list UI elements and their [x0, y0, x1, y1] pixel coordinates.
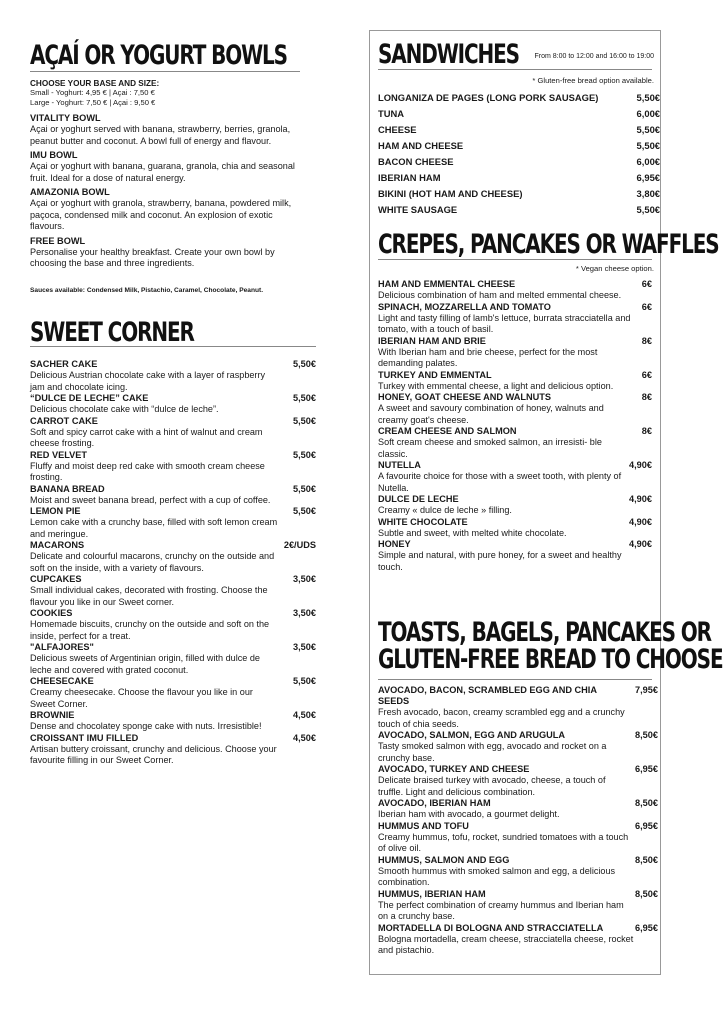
list-item	[378, 106, 660, 122]
item-price: 5,50€	[636, 140, 660, 151]
list-item	[378, 122, 660, 138]
item-price: 6,95€	[636, 172, 660, 183]
item-price: 6,00€	[636, 156, 660, 167]
bowl-item	[30, 187, 300, 233]
bowl-item	[30, 113, 300, 147]
item-price: 5,50€	[636, 204, 660, 215]
list-item	[378, 923, 658, 957]
item-price: 4,90€	[629, 516, 652, 527]
item-desc: Dense and chocolatey sponge cake with nuts. Irresistible!	[30, 721, 262, 731]
sandwich-hours: From 8:00 to 12:00 and 16:00 to 19:00	[534, 53, 654, 60]
item-price: 8€	[641, 335, 652, 346]
size-option: Large - Yoghurt: 7,50 € | Açai : 9,50 €	[30, 97, 156, 107]
list-item	[378, 202, 660, 218]
item-desc: The perfect combination of creamy hummus and Iberian ham on a crunchy base.	[378, 899, 624, 921]
item-desc: A favourite choice for those with a sweet tooth, with plenty of Nutella.	[378, 471, 622, 493]
item-desc: Moist and sweet banana bread, perfect with a cup of coffee.	[30, 494, 271, 505]
list-item	[378, 517, 652, 540]
item-title: CROISSANT IMU FILLED	[30, 732, 139, 743]
item-price: 8,50€	[635, 798, 658, 808]
item-desc: Artisan buttery croissant, crunchy and delicious. Choose your favourite filling in our Sweet Corner.	[30, 743, 277, 765]
item-price: 5,50€	[293, 415, 316, 426]
list-item	[378, 798, 658, 821]
list-item	[378, 170, 660, 186]
list-item	[378, 392, 652, 426]
item-price: 5,50€	[293, 359, 316, 369]
gluten-free-note: * Gluten-free bread option available.	[532, 76, 654, 85]
item-title: HUMMUS AND TOFU	[378, 820, 469, 831]
list-item	[30, 450, 316, 484]
list-item	[378, 138, 660, 154]
sandwich-list	[378, 90, 660, 218]
item-title: CHEESE	[378, 124, 417, 135]
bowl-title: VITALITY BOWL	[30, 113, 101, 123]
list-item	[378, 494, 652, 517]
vegan-cheese-note: * Vegan cheese option.	[575, 264, 654, 273]
item-price: 5,50€	[293, 449, 316, 460]
list-item	[378, 821, 658, 855]
item-title: DULCE DE LECHE	[378, 494, 459, 504]
toasts-heading-line: TOASTS, BAGELS, PANCAKES OR	[378, 617, 711, 648]
item-desc: Creamy « dulce de leche » filling.	[378, 505, 512, 515]
list-item	[30, 608, 316, 642]
item-title: HAM AND CHEESE	[378, 140, 464, 151]
item-price: 6,95€	[635, 820, 658, 831]
list-item	[378, 186, 660, 202]
item-title: AVOCADO, TURKEY AND CHEESE	[378, 764, 530, 774]
list-item	[30, 574, 316, 608]
list-item	[30, 484, 316, 507]
item-title: WHITE CHOCOLATE	[378, 516, 468, 527]
item-price: 8€	[641, 392, 652, 402]
list-item	[378, 730, 658, 764]
item-price: 6,95€	[635, 922, 658, 933]
item-title: “DULCE DE LECHE” CAKE	[30, 393, 149, 403]
item-desc: Homemade biscuits, crunchy on the outside and soft on the inside, perfect for a treat.	[30, 619, 270, 641]
item-price: 6€	[641, 279, 652, 289]
item-desc: Lemon cake with a crunchy base, filled with soft lemon cream and meringue.	[30, 517, 278, 539]
list-item	[378, 370, 652, 393]
item-desc: Bologna mortadella, cream cheese, stracciatella cheese, rocket and pistachio.	[378, 933, 634, 955]
toasts-heading	[378, 619, 722, 673]
item-price: 4,50€	[293, 732, 316, 743]
bowl-item	[30, 236, 300, 270]
item-desc: Delicate braised turkey with avocado, cheese, a touch of truffle. Light and delicious combination.	[378, 775, 606, 797]
sandwiches-heading: SANDWICHES	[378, 39, 519, 70]
item-title: HUMMUS, IBERIAN HAM	[378, 888, 486, 899]
item-title: TURKEY AND EMMENTAL	[378, 369, 492, 380]
item-price: 3,50€	[293, 642, 316, 652]
item-title: CHEESECAKE	[30, 676, 94, 686]
crepes-rule	[378, 259, 652, 260]
bowl-desc: Açai or yoghurt with granola, strawberry, banana, powdered milk, paçoca, condensed milk and coconut. An explosion of exotic flavours.	[30, 198, 292, 231]
item-price: 6,00€	[636, 108, 660, 119]
item-title: BANANA BREAD	[30, 483, 105, 494]
acai-section	[30, 79, 300, 294]
item-price: 3,50€	[293, 608, 316, 618]
item-desc: Delicious chocolate cake with “dulce de leche”.	[30, 404, 219, 414]
item-desc: A sweet and savoury combination of honey, walnuts and creamy goat's cheese.	[378, 403, 604, 425]
sweet-rule	[30, 346, 316, 347]
crepes-list	[378, 279, 652, 573]
item-price: 5,50€	[636, 124, 660, 135]
sauces-note: Sauces available: Condensed Milk, Pistachio, Caramel, Chocolate, Peanut.	[30, 286, 264, 294]
item-price: 2€/UDS	[283, 540, 316, 550]
item-title: HONEY, GOAT CHEESE AND WALNUTS	[378, 392, 552, 402]
bowl-desc: Açai or yoghurt with banana, guarana, granola, chia and seasonal fruit. Ideal for a dose of natural energy.	[30, 161, 295, 183]
item-desc: Smooth hummus with smoked salmon and egg, a delicious combination.	[378, 865, 616, 887]
item-desc: Creamy cheesecake. Choose the flavour you like in our Sweet Corner.	[30, 687, 253, 709]
item-price: 8,50€	[635, 888, 658, 899]
list-item	[378, 539, 652, 573]
item-title: CARROT CAKE	[30, 415, 98, 426]
item-price: 5,50€	[293, 676, 316, 686]
item-title: HONEY	[378, 539, 411, 549]
item-desc: Fresh avocado, bacon, creamy scrambled egg and a crunchy touch of chia seeds.	[378, 707, 625, 729]
item-desc: Tasty smoked salmon with egg, avocado and rocket on a crunchy base.	[378, 741, 607, 763]
item-title: AVOCADO, BACON, SCRAMBLED EGG AND CHIA SEEDS	[378, 685, 597, 706]
bowl-title: IMU BOWL	[30, 150, 78, 160]
list-item	[378, 336, 652, 370]
item-desc: Soft cream cheese and smoked salmon, an irresisti- ble classic.	[378, 437, 602, 459]
item-desc: Delicious combination of ham and melted emmental cheese.	[378, 290, 622, 300]
item-title: CUPCAKES	[30, 574, 82, 584]
item-price: 8,50€	[635, 730, 658, 740]
toasts-list	[378, 685, 658, 957]
list-item	[378, 460, 652, 494]
list-item	[378, 426, 652, 460]
item-price: 5,50€	[293, 506, 316, 516]
item-desc: Fluffy and moist deep red cake with smooth cream cheese frosting.	[30, 460, 265, 482]
item-title: LONGANIZA DE PAGES (LONG PORK SAUSAGE)	[378, 92, 599, 103]
list-item	[30, 540, 316, 574]
list-item	[30, 710, 316, 733]
size-option: Small - Yoghurt: 4,95 € | Açai : 7,50 €	[30, 88, 155, 97]
item-desc: Delicious Austrian chocolate cake with a layer of raspberry jam and chocolate icing.	[30, 370, 266, 392]
item-desc: Delicate and colourful macarons, crunchy on the outside and soft on the inside, with a variety of flavours.	[30, 551, 275, 573]
item-title: CREAM CHEESE AND SALMON	[378, 426, 517, 436]
bowl-title: FREE BOWL	[30, 235, 86, 246]
crepes-heading: CREPES, PANCAKES OR WAFFLES	[378, 229, 719, 260]
item-price: 3,80€	[636, 188, 660, 199]
item-title: TUNA	[378, 108, 405, 119]
item-desc: Light and tasty filling of lamb's lettuce, burrata stracciatella and tomato, with a touch of basil.	[378, 312, 631, 334]
toasts-heading-line: GLUTEN-FREE BREAD TO CHOOSE	[378, 644, 723, 675]
acai-rule	[30, 71, 300, 72]
item-title: WHITE SAUSAGE	[378, 204, 458, 215]
item-desc: Soft and spicy carrot cake with a hint of walnut and cream cheese frosting.	[30, 426, 263, 448]
bowl-title: AMAZONIA BOWL	[30, 187, 110, 197]
item-price: 8,50€	[635, 854, 658, 865]
item-price: 4,90€	[629, 460, 652, 470]
list-item	[30, 359, 316, 393]
item-price: 4,50€	[293, 710, 316, 720]
item-title: SPINACH, MOZZARELLA AND TOMATO	[378, 301, 551, 312]
list-item	[378, 764, 658, 798]
item-desc: Iberian ham with avocado, a gourmet delight.	[378, 809, 560, 819]
list-item	[30, 416, 316, 450]
item-title: MORTADELLA DI BOLOGNA AND STRACCIATELLA	[378, 922, 604, 933]
acai-heading: AÇAÍ OR YOGURT BOWLS	[30, 40, 287, 71]
item-desc: Creamy hummus, tofu, rocket, sundried tomatoes with a touch of olive oil.	[378, 831, 629, 853]
item-title: SACHER CAKE	[30, 359, 98, 369]
list-item	[378, 855, 658, 889]
list-item	[30, 642, 316, 676]
item-price: 4,90€	[629, 494, 652, 504]
list-item	[378, 279, 652, 302]
item-desc: With Iberian ham and brie cheese, perfect for the most demanding palates.	[378, 346, 598, 368]
item-title: HUMMUS, SALMON AND EGG	[378, 854, 510, 865]
item-price: 3,50€	[293, 574, 316, 584]
item-title: RED VELVET	[30, 449, 88, 460]
item-desc: Simple and natural, with pure honey, for a sweet and healthy touch.	[378, 550, 622, 572]
item-title: BACON CHEESE	[378, 156, 454, 167]
item-title: BIKINI (HOT HAM AND CHEESE)	[378, 188, 523, 199]
toasts-rule	[378, 679, 652, 680]
item-price: 5,50€	[293, 483, 316, 494]
item-price: 6€	[641, 301, 652, 312]
list-item	[378, 302, 652, 336]
item-price: 8€	[641, 426, 652, 436]
bowl-desc: Açai or yoghurt served with banana, strawberry, berries, granola, peanut butter and coconut. A bowl full of energy and flavour.	[30, 124, 291, 146]
item-title: IBERIAN HAM AND BRIE	[378, 335, 486, 346]
item-price: 4,90€	[629, 539, 652, 549]
item-title: MACARONS	[30, 540, 85, 550]
item-title: AVOCADO, SALMON, EGG AND ARUGULA	[378, 730, 565, 740]
list-item	[30, 506, 316, 540]
item-price: 5,50€	[636, 92, 660, 103]
sweet-list	[30, 359, 316, 767]
item-title: "ALFAJORES"	[30, 642, 94, 652]
sandwiches-rule	[378, 69, 652, 70]
bowl-item	[30, 150, 300, 184]
item-price: 7,95€	[635, 685, 658, 695]
right-column	[369, 30, 723, 975]
item-price: 6,95€	[635, 764, 658, 774]
sweet-corner-heading: SWEET CORNER	[30, 317, 194, 348]
list-item	[378, 90, 660, 106]
list-item	[30, 676, 316, 710]
list-item	[378, 685, 658, 730]
item-title: HAM AND EMMENTAL CHEESE	[378, 279, 516, 289]
item-title: IBERIAN HAM	[378, 172, 441, 183]
item-title: BROWNIE	[30, 710, 75, 720]
list-item	[378, 154, 660, 170]
item-desc: Turkey with emmental cheese, a light and delicious option.	[378, 380, 614, 391]
choose-base-label: CHOOSE YOUR BASE AND SIZE:	[30, 79, 160, 88]
item-price: 5,50€	[293, 393, 316, 403]
item-title: COOKIES	[30, 608, 73, 618]
list-item	[30, 733, 316, 767]
item-price: 6€	[641, 369, 652, 380]
item-desc: Delicious sweets of Argentinian origin, filled with dulce de leche and covered with grated coconut.	[30, 653, 260, 675]
list-item	[378, 889, 658, 923]
item-title: LEMON PIE	[30, 506, 81, 516]
list-item	[30, 393, 316, 416]
bowl-desc: Personalise your healthy breakfast. Create your own bowl by choosing the base and three ingredients.	[30, 246, 275, 268]
item-title: NUTELLA	[378, 460, 421, 470]
item-desc: Subtle and sweet, with melted white chocolate.	[378, 527, 567, 538]
item-desc: Small individual cakes, decorated with frosting. Choose the flavour you like in our Sweet corner.	[30, 585, 268, 607]
item-title: AVOCADO, IBERIAN HAM	[378, 798, 491, 808]
